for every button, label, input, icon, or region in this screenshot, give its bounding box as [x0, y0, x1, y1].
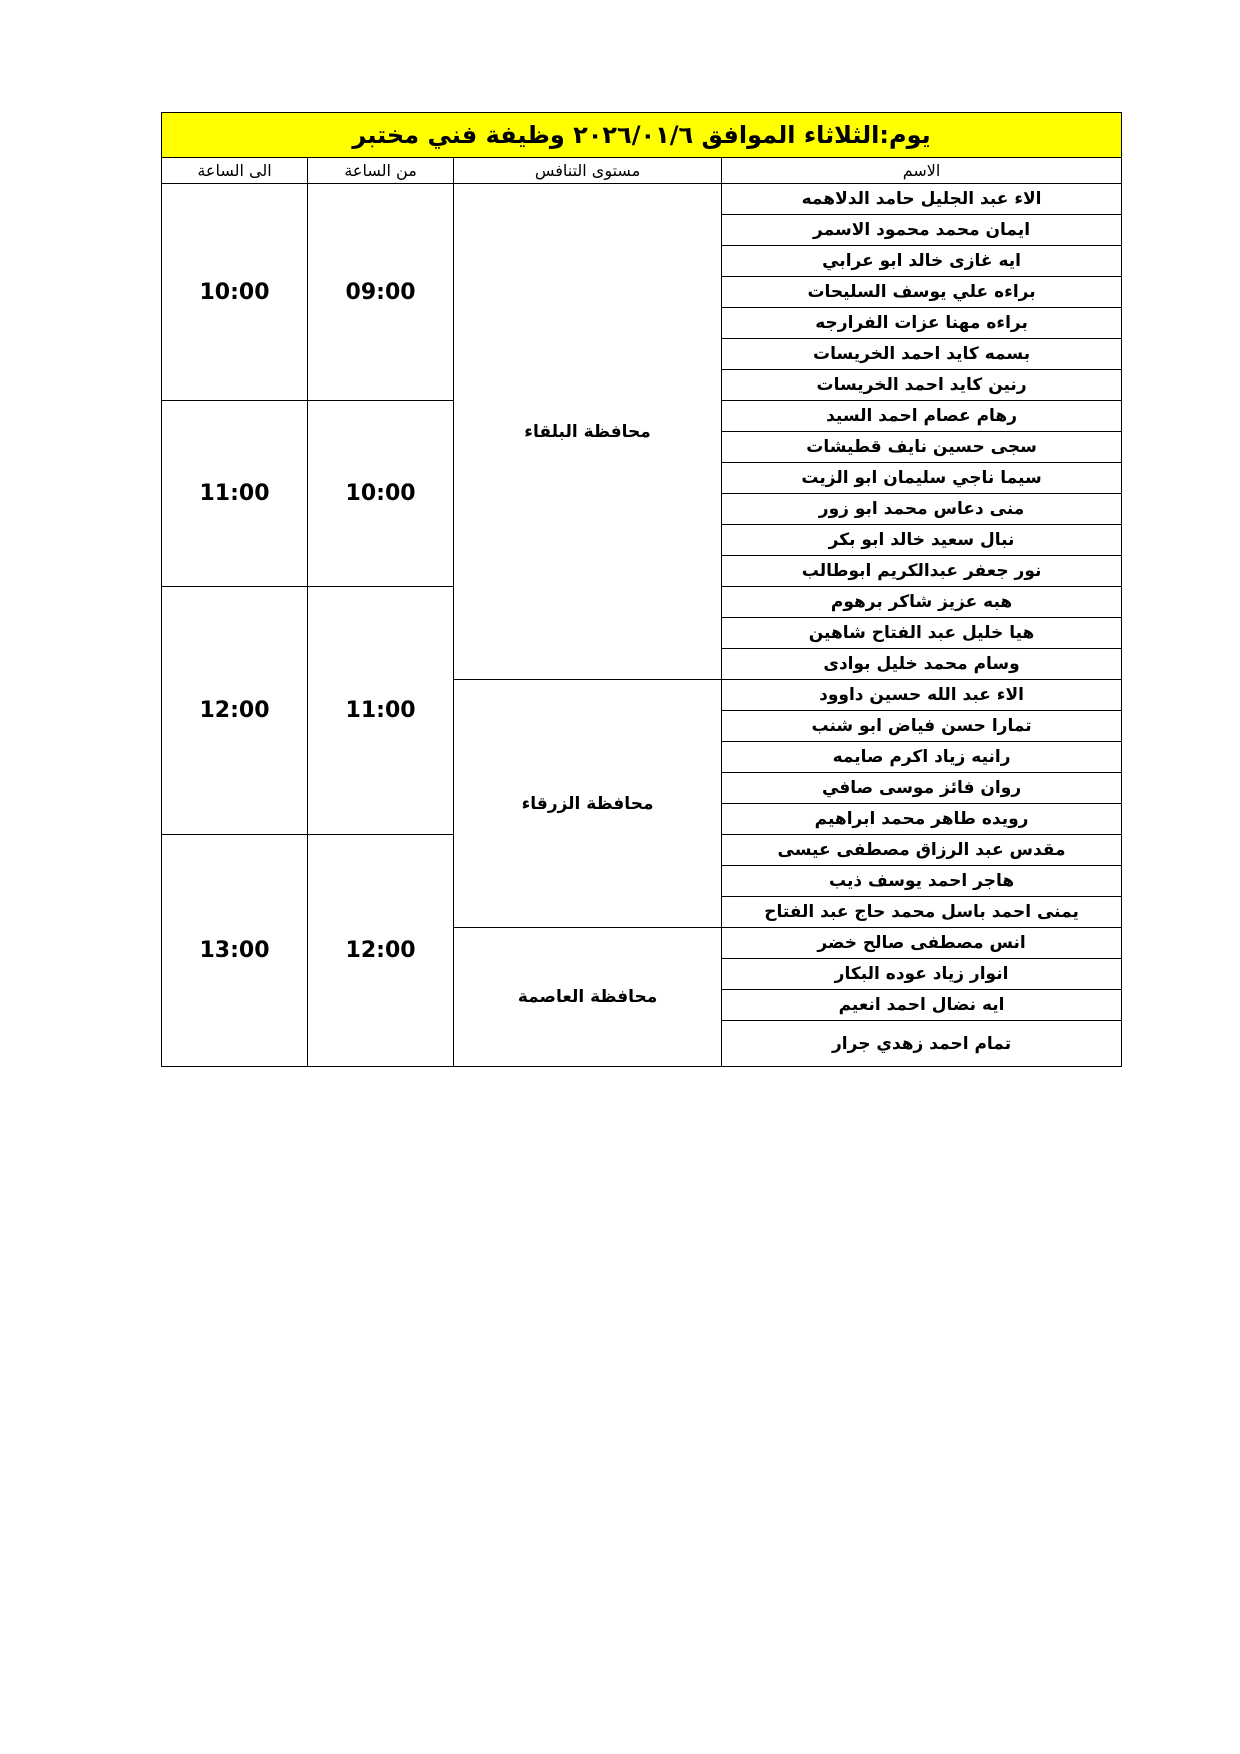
- candidate-name: انس مصطفى صالح خضر: [722, 928, 1122, 959]
- schedule-table: [161, 112, 1122, 1067]
- candidate-name: يمنى احمد باسل محمد حاج عبد الفتاح: [722, 897, 1122, 928]
- slot-4-to: 13:00: [162, 835, 308, 1067]
- candidate-name: مقدس عبد الرزاق مصطفى عيسى: [722, 835, 1122, 866]
- candidate-name: نور جعفر عبدالكريم ابوطالب: [722, 556, 1122, 587]
- title-row: [162, 113, 1122, 158]
- header-name: الاسم: [722, 158, 1122, 184]
- candidate-name: الاء عبد الجليل حامد الدلاهمه: [722, 184, 1122, 215]
- slot-4-from: 12:00: [308, 835, 454, 1067]
- candidate-name: هبه عزيز شاكر برهوم: [722, 587, 1122, 618]
- candidate-name: رنين كايد احمد الخريسات: [722, 370, 1122, 401]
- slot-2-from: 10:00: [308, 401, 454, 587]
- header-from-time: من الساعة: [308, 158, 454, 184]
- candidate-name: ايه نضال احمد انعيم: [722, 990, 1122, 1021]
- slot-1-from: 09:00: [308, 184, 454, 401]
- candidate-name: انوار زياد عوده البكار: [722, 959, 1122, 990]
- header-to-time: الى الساعة: [162, 158, 308, 184]
- candidate-name: روان فائز موسى صافي: [722, 773, 1122, 804]
- level-capital: محافظة العاصمة: [454, 928, 722, 1067]
- candidate-name: هاجر احمد يوسف ذيب: [722, 866, 1122, 897]
- level-zarqa: محافظة الزرقاء: [454, 680, 722, 928]
- candidate-name: الاء عبد الله حسين داوود: [722, 680, 1122, 711]
- slot-3-to: 12:00: [162, 587, 308, 835]
- schedule-title: يوم:الثلاثاء الموافق ٢٠٢٦/٠١/٦ وظيفة فني مختبر: [162, 113, 1122, 158]
- candidate-name: تمام احمد زهدي جرار: [722, 1021, 1122, 1067]
- header-row: [162, 158, 1122, 184]
- candidate-name: تمارا حسن فياض ابو شنب: [722, 711, 1122, 742]
- candidate-name: رهام عصام احمد السيد: [722, 401, 1122, 432]
- candidate-name: وسام محمد خليل بوادى: [722, 649, 1122, 680]
- candidate-name: رانيه زياد اكرم صايمه: [722, 742, 1122, 773]
- candidate-name: ايه غازى خالد ابو عرابي: [722, 246, 1122, 277]
- slot-1-to: 10:00: [162, 184, 308, 401]
- candidate-name: ايمان محمد محمود الاسمر: [722, 215, 1122, 246]
- candidate-name: سجى حسين نايف قطيشات: [722, 432, 1122, 463]
- candidate-name: رويده طاهر محمد ابراهيم: [722, 804, 1122, 835]
- candidate-name: بسمه كايد احمد الخريسات: [722, 339, 1122, 370]
- candidate-name: نبال سعيد خالد ابو بكر: [722, 525, 1122, 556]
- level-balqa: محافظة البلقاء: [454, 184, 722, 680]
- candidate-name: هيا خليل عبد الفتاح شاهين: [722, 618, 1122, 649]
- table-row: [162, 184, 1122, 215]
- slot-3-from: 11:00: [308, 587, 454, 835]
- candidate-name: براءه مهنا عزات الفرارجه: [722, 308, 1122, 339]
- candidate-name: منى دعاس محمد ابو زور: [722, 494, 1122, 525]
- slot-2-to: 11:00: [162, 401, 308, 587]
- candidate-name: براءه علي يوسف السليحات: [722, 277, 1122, 308]
- candidate-name: سيما ناجي سليمان ابو الزيت: [722, 463, 1122, 494]
- header-level: مستوى التنافس: [454, 158, 722, 184]
